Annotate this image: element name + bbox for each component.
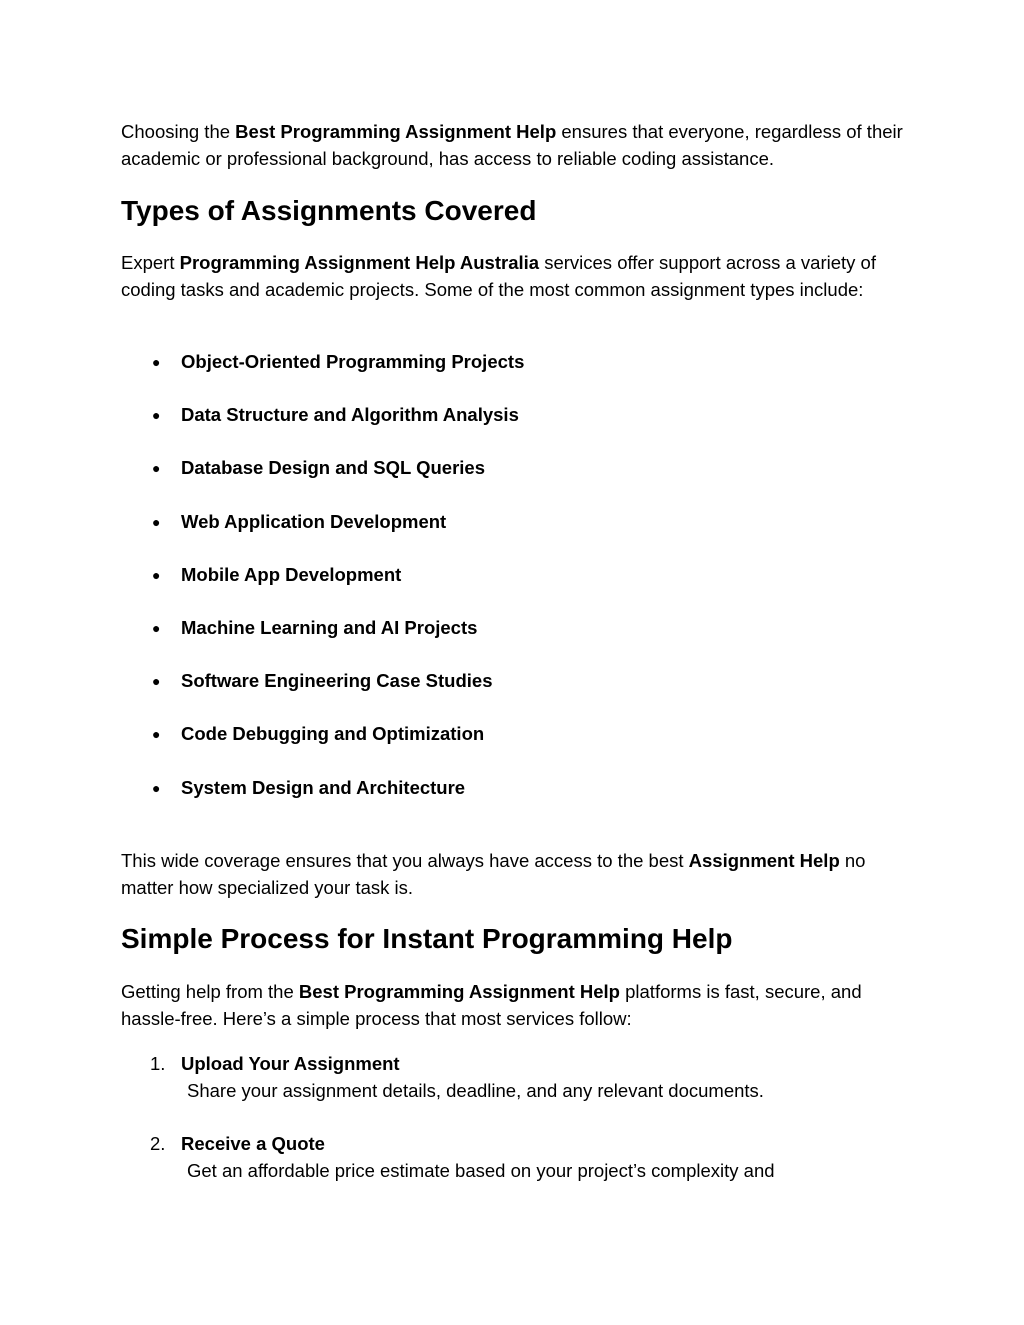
process-step: [121, 1130, 775, 1210]
list-item: [121, 454, 524, 507]
bullet-icon: ●: [152, 779, 161, 796]
process-intro-prefix: Getting help from the: [121, 981, 299, 1002]
types-intro-suffix: services offer support across a variety of coding tasks and academic projects. Some of the most common assignment types include:: [121, 252, 876, 300]
list-item-label: System Design and Architecture: [181, 776, 466, 798]
list-item: [121, 720, 524, 773]
list-item: [121, 561, 524, 614]
coverage-paragraph: [121, 848, 911, 901]
list-item-label: Software Engineering Case Studies: [181, 670, 493, 692]
list-item: [121, 508, 524, 561]
process-intro-suffix: platforms is fast, secure, and hassle-free. Here’s a simple process that most services follow:: [121, 981, 862, 1029]
intro-paragraph: [121, 119, 911, 172]
bullet-icon: ●: [152, 673, 161, 690]
list-item-label: Database Design and SQL Queries: [181, 457, 485, 479]
types-intro-prefix: Expert: [121, 252, 180, 273]
list-item: [121, 614, 524, 667]
assignment-types-list: [121, 348, 524, 827]
types-intro-paragraph: [121, 250, 911, 303]
step-title: Receive a Quote: [181, 1133, 325, 1154]
list-item-label: Object-Oriented Programming Projects: [181, 351, 525, 372]
list-item: [121, 667, 524, 720]
section-heading-types: Types of Assignments Covered: [121, 195, 537, 226]
coverage-prefix: This wide coverage ensures that you always have access to the best: [121, 850, 689, 871]
process-intro-paragraph: [121, 979, 911, 1032]
coverage-bold-phrase: Assignment Help: [688, 850, 840, 871]
list-item: [121, 774, 524, 827]
process-step: [121, 1050, 775, 1130]
list-item-label: Code Debugging and Optimization: [181, 723, 485, 745]
bullet-icon: ●: [152, 619, 161, 636]
step-number: 2.: [150, 1133, 166, 1154]
section-heading-process: Simple Process for Instant Programming Help: [121, 923, 733, 954]
step-number: 1.: [150, 1053, 166, 1074]
bullet-icon: ●: [152, 460, 161, 477]
bullet-icon: ●: [152, 407, 161, 424]
types-intro-bold-phrase: Programming Assignment Help Australia: [179, 252, 540, 273]
list-item-label: Data Structure and Algorithm Analysis: [181, 404, 519, 426]
process-intro-bold-phrase: Best Programming Assignment Help: [298, 981, 620, 1002]
coverage-suffix: no matter how specialized your task is.: [121, 850, 866, 898]
step-description: Share your assignment details, deadline, and any relevant documents.: [187, 1080, 764, 1101]
intro-suffix: ensures that everyone, regardless of their academic or professional background, has access to reliable coding assistance.: [121, 121, 903, 169]
bullet-icon: ●: [152, 513, 161, 530]
step-title: Upload Your Assignment: [181, 1053, 400, 1074]
intro-bold-phrase: Best Programming Assignment Help: [235, 121, 557, 142]
list-item-label: Web Application Development: [181, 510, 447, 532]
list-item: [121, 401, 524, 454]
list-item: [121, 348, 524, 401]
bullet-icon: ●: [152, 354, 161, 370]
list-item-label: Mobile App Development: [181, 563, 402, 585]
bullet-icon: ●: [152, 726, 161, 743]
intro-prefix: Choosing the: [121, 121, 236, 142]
list-item-label: Machine Learning and AI Projects: [181, 616, 478, 638]
bullet-icon: ●: [152, 566, 161, 583]
step-description: Get an affordable price estimate based on your project’s complexity and: [187, 1160, 775, 1181]
process-steps-list: [121, 1050, 775, 1210]
